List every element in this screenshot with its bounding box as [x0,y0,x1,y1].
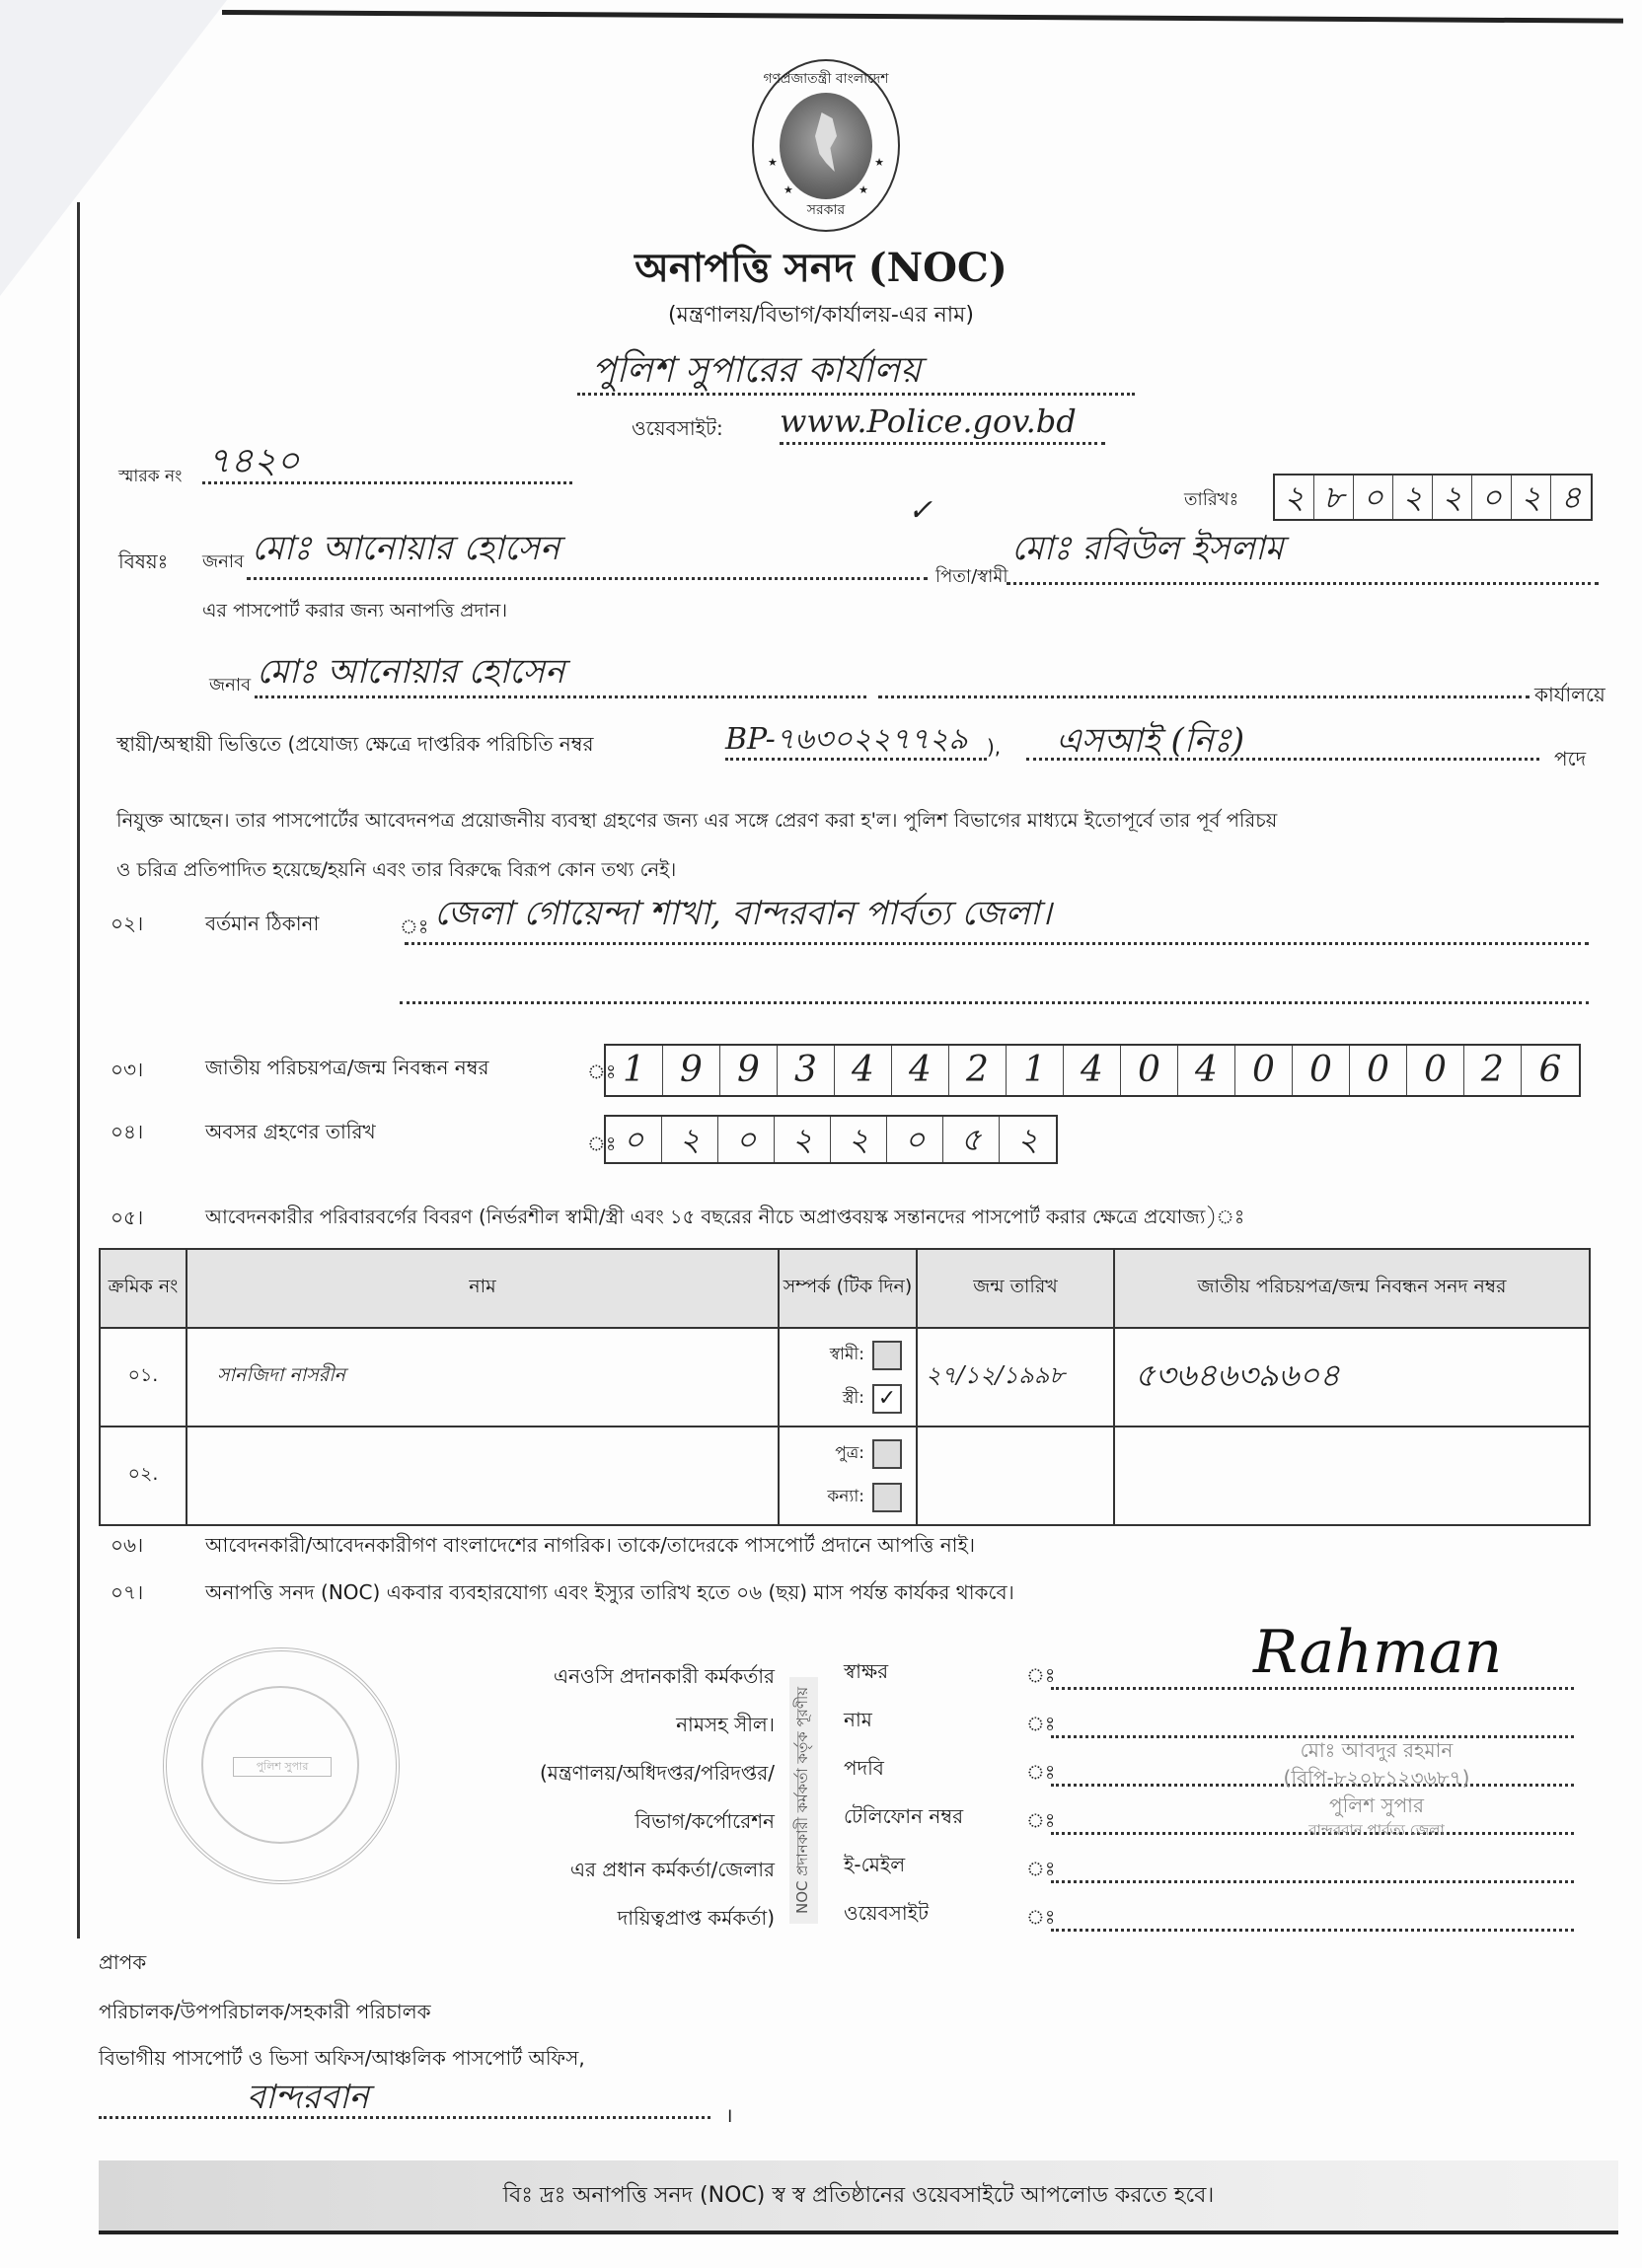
digit-box[interactable]: 4 [1178,1046,1235,1095]
office-name-line [577,393,1135,396]
nid-colon: ঃ [587,1060,617,1083]
officer-seal-line: (বিপি-৮২০৮১২৩৬৮৭) [1283,1766,1470,1790]
retirement-date-boxes[interactable] [604,1115,1058,1164]
stamp-text: পুলিশ সুপার [233,1757,332,1777]
permanent-label: স্থায়ী/অস্থায়ী ভিত্তিতে (প্রযোজ্য ক্ষেত্রে দাপ্তরিক পরিচিতি নম্বর [116,732,594,756]
officer-seal-line: বান্দরবান পার্বত্য জেলা [1308,1821,1445,1839]
recipient-office-line [99,2116,710,2119]
digit-box[interactable]: 2 [949,1046,1007,1095]
digit-box[interactable]: ৫ [943,1117,1000,1162]
officer-field-label: নাম [844,1708,872,1731]
document-subtitle: (মন্ত্রণালয়/বিভাগ/কার্যালয়-এর নাম) [668,303,974,328]
digit-box[interactable]: ২ [831,1117,887,1162]
officer-field-input[interactable] [1051,1929,1574,1932]
memo-label: স্মারক নং [118,467,183,486]
digit-box[interactable]: ২ [1393,476,1433,519]
recipient-office[interactable]: বান্দরবান [247,2078,369,2117]
applicant-name-line [247,577,928,580]
officer-field-label: ই-মেইল [844,1853,906,1876]
digit-box[interactable]: 1 [1007,1046,1064,1095]
officer-description-line: এনওসি প্রদানকারী কর্মকর্তার [553,1664,775,1688]
digit-box[interactable]: 9 [720,1046,778,1095]
tick-mark-icon: ✓ [908,493,933,528]
row-name[interactable]: সানজিদা নাসরীন [187,1328,779,1427]
item-number-05: ০৫। [111,1206,144,1229]
passport-purpose-line: এর পাসপোর্ট করার জন্য অনাপত্তি প্রদান। [202,600,508,622]
digit-box[interactable]: 9 [663,1046,720,1095]
officer-field-colon: ঃ [1026,1663,1056,1687]
digit-box[interactable]: 0 [1121,1046,1178,1095]
row-dob[interactable]: ২৭/১২/১৯৯৮ [917,1328,1114,1427]
applicant-name[interactable]: মোঃ আনোয়ার হোসেন [252,529,560,568]
digit-box[interactable]: 0 [1350,1046,1407,1095]
closing-paren: ), [987,735,1002,759]
officer-field-label: টেলিফোন নম্বর [844,1804,964,1828]
pode-label: পদে [1554,747,1587,770]
item-number-02: ০২। [111,912,144,935]
row-relation [779,1328,917,1427]
memo-number[interactable]: ৭৪২০ [207,441,300,481]
relation-label-daughter: কন্যা: [827,1487,864,1506]
memo-line [202,481,572,484]
address-label: বর্তমান ঠিকানা [205,912,320,935]
janab-label: জনাব [202,551,245,572]
address-line-2 [400,1001,1589,1004]
official-id-line [725,758,987,761]
document-title: অনাপত্তি সনদ (NOC) [634,245,1008,291]
seal-top-text: গণপ্রজাতন্ত্রী বাংলাদেশ [763,71,889,87]
wife-checkbox[interactable]: ✓ [872,1384,902,1414]
officer-field-colon: ঃ [1026,1808,1056,1832]
daughter-checkbox[interactable] [872,1483,902,1512]
officer-seal-line: পুলিশ সুপার [1329,1793,1424,1817]
relation-label-wife: স্ত্রী: [842,1388,864,1408]
nid-label: জাতীয় পরিচয়পত্র/জন্ম নিবন্ধন নম্বর [205,1056,489,1079]
digit-box[interactable]: 0 [1407,1046,1464,1095]
digit-box[interactable]: 1 [606,1046,663,1095]
address-line-1 [405,942,1589,945]
officer-field-colon: ঃ [1026,1712,1056,1735]
address-colon: ঃ [400,915,429,938]
recipient-line-2: বিভাগীয় পাসপোর্ট ও ভিসা অফিস/আঞ্চলিক পাসপোর্ট অফিস, [99,2046,585,2070]
retirement-label: অবসর গ্রহণের তারিখ [205,1120,376,1143]
left-border [77,202,80,1939]
item-number-04: ০৪। [111,1120,144,1143]
officer-field-colon: ঃ [1026,1760,1056,1784]
table-row [100,1427,1590,1525]
government-seal-icon [752,59,900,232]
officer-description-line: এর প্রধান কর্মকর্তা/জেলার [569,1858,775,1881]
table-row [100,1328,1590,1427]
star-icon: ★ [858,183,868,196]
family-label: আবেদনকারীর পরিবারবর্গের বিবরণ (নির্ভরশীল স্বামী/স্ত্রী এবং ১৫ বছরের নীচে অপ্রাপ্তবয়স্ক সন্তানদের পাসপোর্ট করার ক্ষেত্রে প্রযোজ্য)ঃ [205,1206,1245,1228]
seal-bottom-text: সরকার [806,202,846,218]
date-label: তারিখঃ [1184,489,1239,510]
date-boxes[interactable] [1273,474,1593,521]
top-border [222,10,1623,24]
digit-box[interactable]: 6 [1538,1050,1562,1090]
vertical-fill-note: NOC প্রদানকারী কর্মকর্তা কর্তৃক পূরণীয় [789,1677,818,1924]
official-id-number[interactable]: BP-৭৬৩০২২৭৭২৯ [725,722,968,757]
digit-box[interactable]: 0 [1235,1046,1293,1095]
designation-line [1026,758,1539,761]
digit-box[interactable]: ০ [606,1117,662,1162]
row-nid[interactable] [1114,1427,1590,1525]
office-name-value[interactable]: পুলিশ সুপারের কার্যালয় [592,350,922,391]
row-serial: ০২. [100,1427,187,1525]
employee-name[interactable]: মোঃ আনোয়ার হোসেন [257,652,565,692]
digit-box[interactable]: 2 [1464,1046,1522,1095]
janab-label-2: জনাব [209,675,252,695]
recipient-label: প্রাপক [99,1950,147,1974]
footer-note: বিঃ দ্রঃ অনাপত্তি সনদ (NOC) স্ব স্ব প্রতিষ্ঠানের ওয়েবসাইটে আপলোড করতে হবে। [502,2183,1215,2208]
star-icon: ★ [874,156,884,169]
website-value[interactable]: www.Police.gov.bd [780,402,1077,440]
relation-label-son: পুত্র: [835,1443,864,1463]
digit-box[interactable]: ৮ [1314,476,1354,519]
digit-box[interactable]: ২ [1017,1121,1038,1158]
body-paragraph-2: ও চরিত্র প্রতিপাদিত হয়েছে/হয়নি এবং তার বিরুদ্ধে বিরূপ কোন তথ্য নেই। [116,858,677,881]
row-dob[interactable] [917,1427,1114,1525]
map-icon [815,112,837,172]
digit-box[interactable]: 3 [778,1046,835,1095]
officer-description-line: বিভাগ/কর্পোরেশন [634,1809,775,1833]
officer-field-label: স্বাক্ষর [844,1659,889,1683]
digit-box[interactable]: ০ [1472,476,1512,519]
header-nid: জাতীয় পরিচয়পত্র/জন্ম নিবন্ধন সনদ নম্বর [1114,1249,1590,1328]
digit-box[interactable]: ২ [662,1117,718,1162]
star-icon: ★ [768,156,778,169]
officer-field-label: ওয়েবসাইট [844,1901,929,1925]
family-table [99,1248,1591,1526]
recipient-end-mark: । [725,2103,733,2127]
item-number-06: ০৬। [111,1533,144,1557]
digit-box[interactable]: ২ [1433,476,1472,519]
father-label: পিতা/স্বামী [935,566,1008,587]
subject-label: বিষয়ঃ [118,549,169,573]
retirement-colon: ঃ [587,1132,617,1155]
item-number-03: ০৩। [111,1058,144,1081]
row-relation [779,1427,917,1525]
digit-box[interactable]: 4 [835,1046,892,1095]
employee-name-line [255,695,866,698]
digit-box[interactable]: 0 [1293,1046,1350,1095]
validity-statement: অনাপত্তি সনদ (NOC) একবার ব্যবহারযোগ্য এবং ইস্যুর তারিখ হতে ০৬ (ছয়) মাস পর্যন্ত কার্যকর থাকবে। [205,1580,1014,1604]
son-checkbox[interactable] [872,1439,902,1469]
officer-signature: Rahman [1253,1618,1503,1687]
body-paragraph-1: নিযুক্ত আছেন। তার পাসপোর্টের আবেদনপত্র প্রয়োজনীয় ব্যবস্থা গ্রহণের জন্য এর সঙ্গে প্রেরণ করা হ'ল। পুলিশ বিভাগের মাধ্যমে ইতোপূর্বে তার পূর্ব পরিচয় [116,809,1278,832]
digit-box[interactable]: ০ [718,1117,775,1162]
star-icon: ★ [784,183,793,196]
officer-field-label: পদবি [844,1756,884,1780]
officer-description-line: নামসহ সীল। [676,1713,775,1736]
citizen-statement: আবেদনকারী/আবেদনকারীগণ বাংলাদেশের নাগরিক। তাকে/তাদেরকে পাসপোর্ট প্রদানে আপত্তি নাই। [205,1533,976,1557]
stamp-inner-ring [201,1686,359,1844]
website-label: ওয়েবসাইট: [632,416,723,440]
office-line [878,695,1530,698]
digit-box[interactable]: ৪ [1560,478,1582,516]
digit-box[interactable]: ০ [887,1117,943,1162]
footer-note-banner [99,2160,1618,2234]
officer-description-line: (মন্ত্রণালয়/অধিদপ্তর/পরিদপ্তর/ [539,1761,775,1785]
digit-box[interactable]: ০ [1354,476,1393,519]
round-office-stamp [163,1647,400,1884]
designation-value[interactable]: এসআই (নিঃ) [1056,721,1245,761]
officer-description-line: দায়িত্বপ্রাপ্ত কর্মকর্তা) [617,1906,775,1930]
nid-boxes[interactable] [604,1044,1581,1097]
digit-box[interactable]: 4 [1064,1046,1121,1095]
header-name: নাম [187,1249,779,1328]
officer-field-input[interactable] [1051,1880,1574,1883]
row-nid[interactable]: ৫৩৬৪৬৩৯৬০৪ [1114,1328,1590,1427]
family-table-header [100,1249,1590,1328]
header-dob: জন্ম তারিখ [917,1249,1114,1328]
item-number-07: ০৭। [111,1580,144,1604]
address-value[interactable]: জেলা গোয়েন্দা শাখা, বান্দরবান পার্বত্য জেলা। [434,894,1052,933]
officer-field-colon: ঃ [1026,1857,1056,1880]
relation-label-husband: স্বামী: [829,1345,864,1364]
digit-box[interactable]: ২ [1275,476,1314,519]
father-name[interactable]: মোঃ রবিউল ইসলাম [1011,529,1284,568]
digit-box[interactable]: ২ [775,1117,831,1162]
header-serial: ক্রমিক নং [100,1249,187,1328]
father-name-line [1007,582,1599,585]
officer-field-colon: ঃ [1026,1905,1056,1929]
row-serial: ০১. [100,1328,187,1427]
row-name[interactable] [187,1427,779,1525]
digit-box[interactable]: ২ [1512,476,1551,519]
officer-field-input[interactable] [1051,1687,1574,1690]
officer-seal-line: মোঃ আবদুর রহমান [1300,1738,1454,1762]
husband-checkbox[interactable] [872,1341,902,1370]
karyalaye-label: কার্যালয়ে [1534,683,1605,706]
digit-box[interactable]: 4 [892,1046,949,1095]
header-relation: সম্পর্ক (টিক দিন) [779,1249,917,1328]
recipient-line-1: পরিচালক/উপপরিচালক/সহকারী পরিচালক [99,2000,431,2023]
website-line [780,442,1105,445]
